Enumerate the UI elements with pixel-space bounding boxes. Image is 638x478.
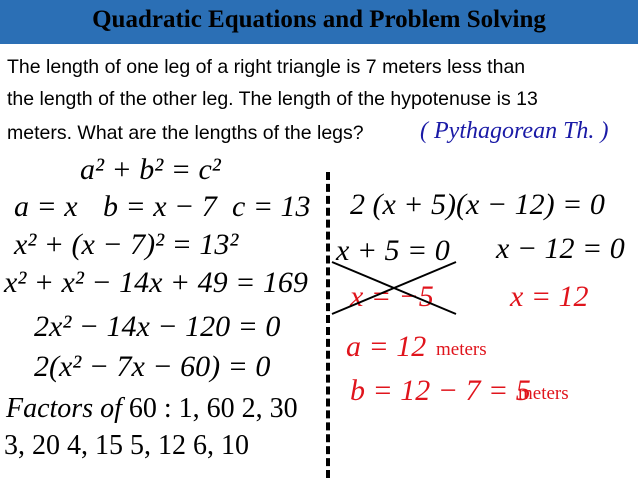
var-a: a = x	[14, 190, 78, 223]
problem-line-2: the length of the other leg. The length of the hypotenuse is 13	[7, 88, 538, 110]
column-divider	[326, 172, 330, 478]
factors-label: Factors of	[6, 393, 122, 424]
slide-title: Quadratic Equations and Problem Solving	[92, 6, 546, 33]
pythagorean-formula: a² + b² = c²	[80, 153, 221, 186]
answer-b-unit: meters	[518, 383, 569, 404]
problem-line-3: meters. What are the lengths of the legs?	[7, 122, 364, 144]
pythagorean-hint: ( Pythagorean Th. )	[420, 118, 609, 144]
simplified-step: 2x² − 14x − 120 = 0	[34, 310, 281, 343]
factors-number: 60 : 1, 60 2, 30	[128, 393, 298, 424]
zero-factor-2: x − 12 = 0	[496, 232, 625, 265]
answer-a: a = 12	[346, 330, 427, 363]
zero-factor-1: x + 5 = 0	[336, 234, 450, 267]
factors-rest: 3, 20 4, 15 5, 12 6, 10	[4, 430, 249, 461]
problem-line-1: The length of one leg of a right triangle is 7 meters less than	[7, 56, 526, 78]
answer-b: b = 12 − 7 = 5	[350, 374, 531, 407]
answer-a-unit: meters	[436, 339, 487, 360]
strike-through-cross	[328, 258, 464, 318]
rejected-solution: x = −5	[350, 280, 434, 313]
factor-out-step: 2(x² − 7x − 60) = 0	[34, 350, 271, 383]
valid-solution: x = 12	[510, 280, 589, 313]
var-c: c = 13	[232, 190, 311, 223]
var-b: b = x − 7	[103, 190, 217, 223]
substitution-step: x² + (x − 7)² = 13²	[14, 228, 239, 261]
factored-equation: 2 (x + 5)(x − 12) = 0	[350, 188, 605, 221]
factors-row	[6, 395, 298, 423]
expansion-step: x² + x² − 14x + 49 = 169	[4, 266, 308, 299]
